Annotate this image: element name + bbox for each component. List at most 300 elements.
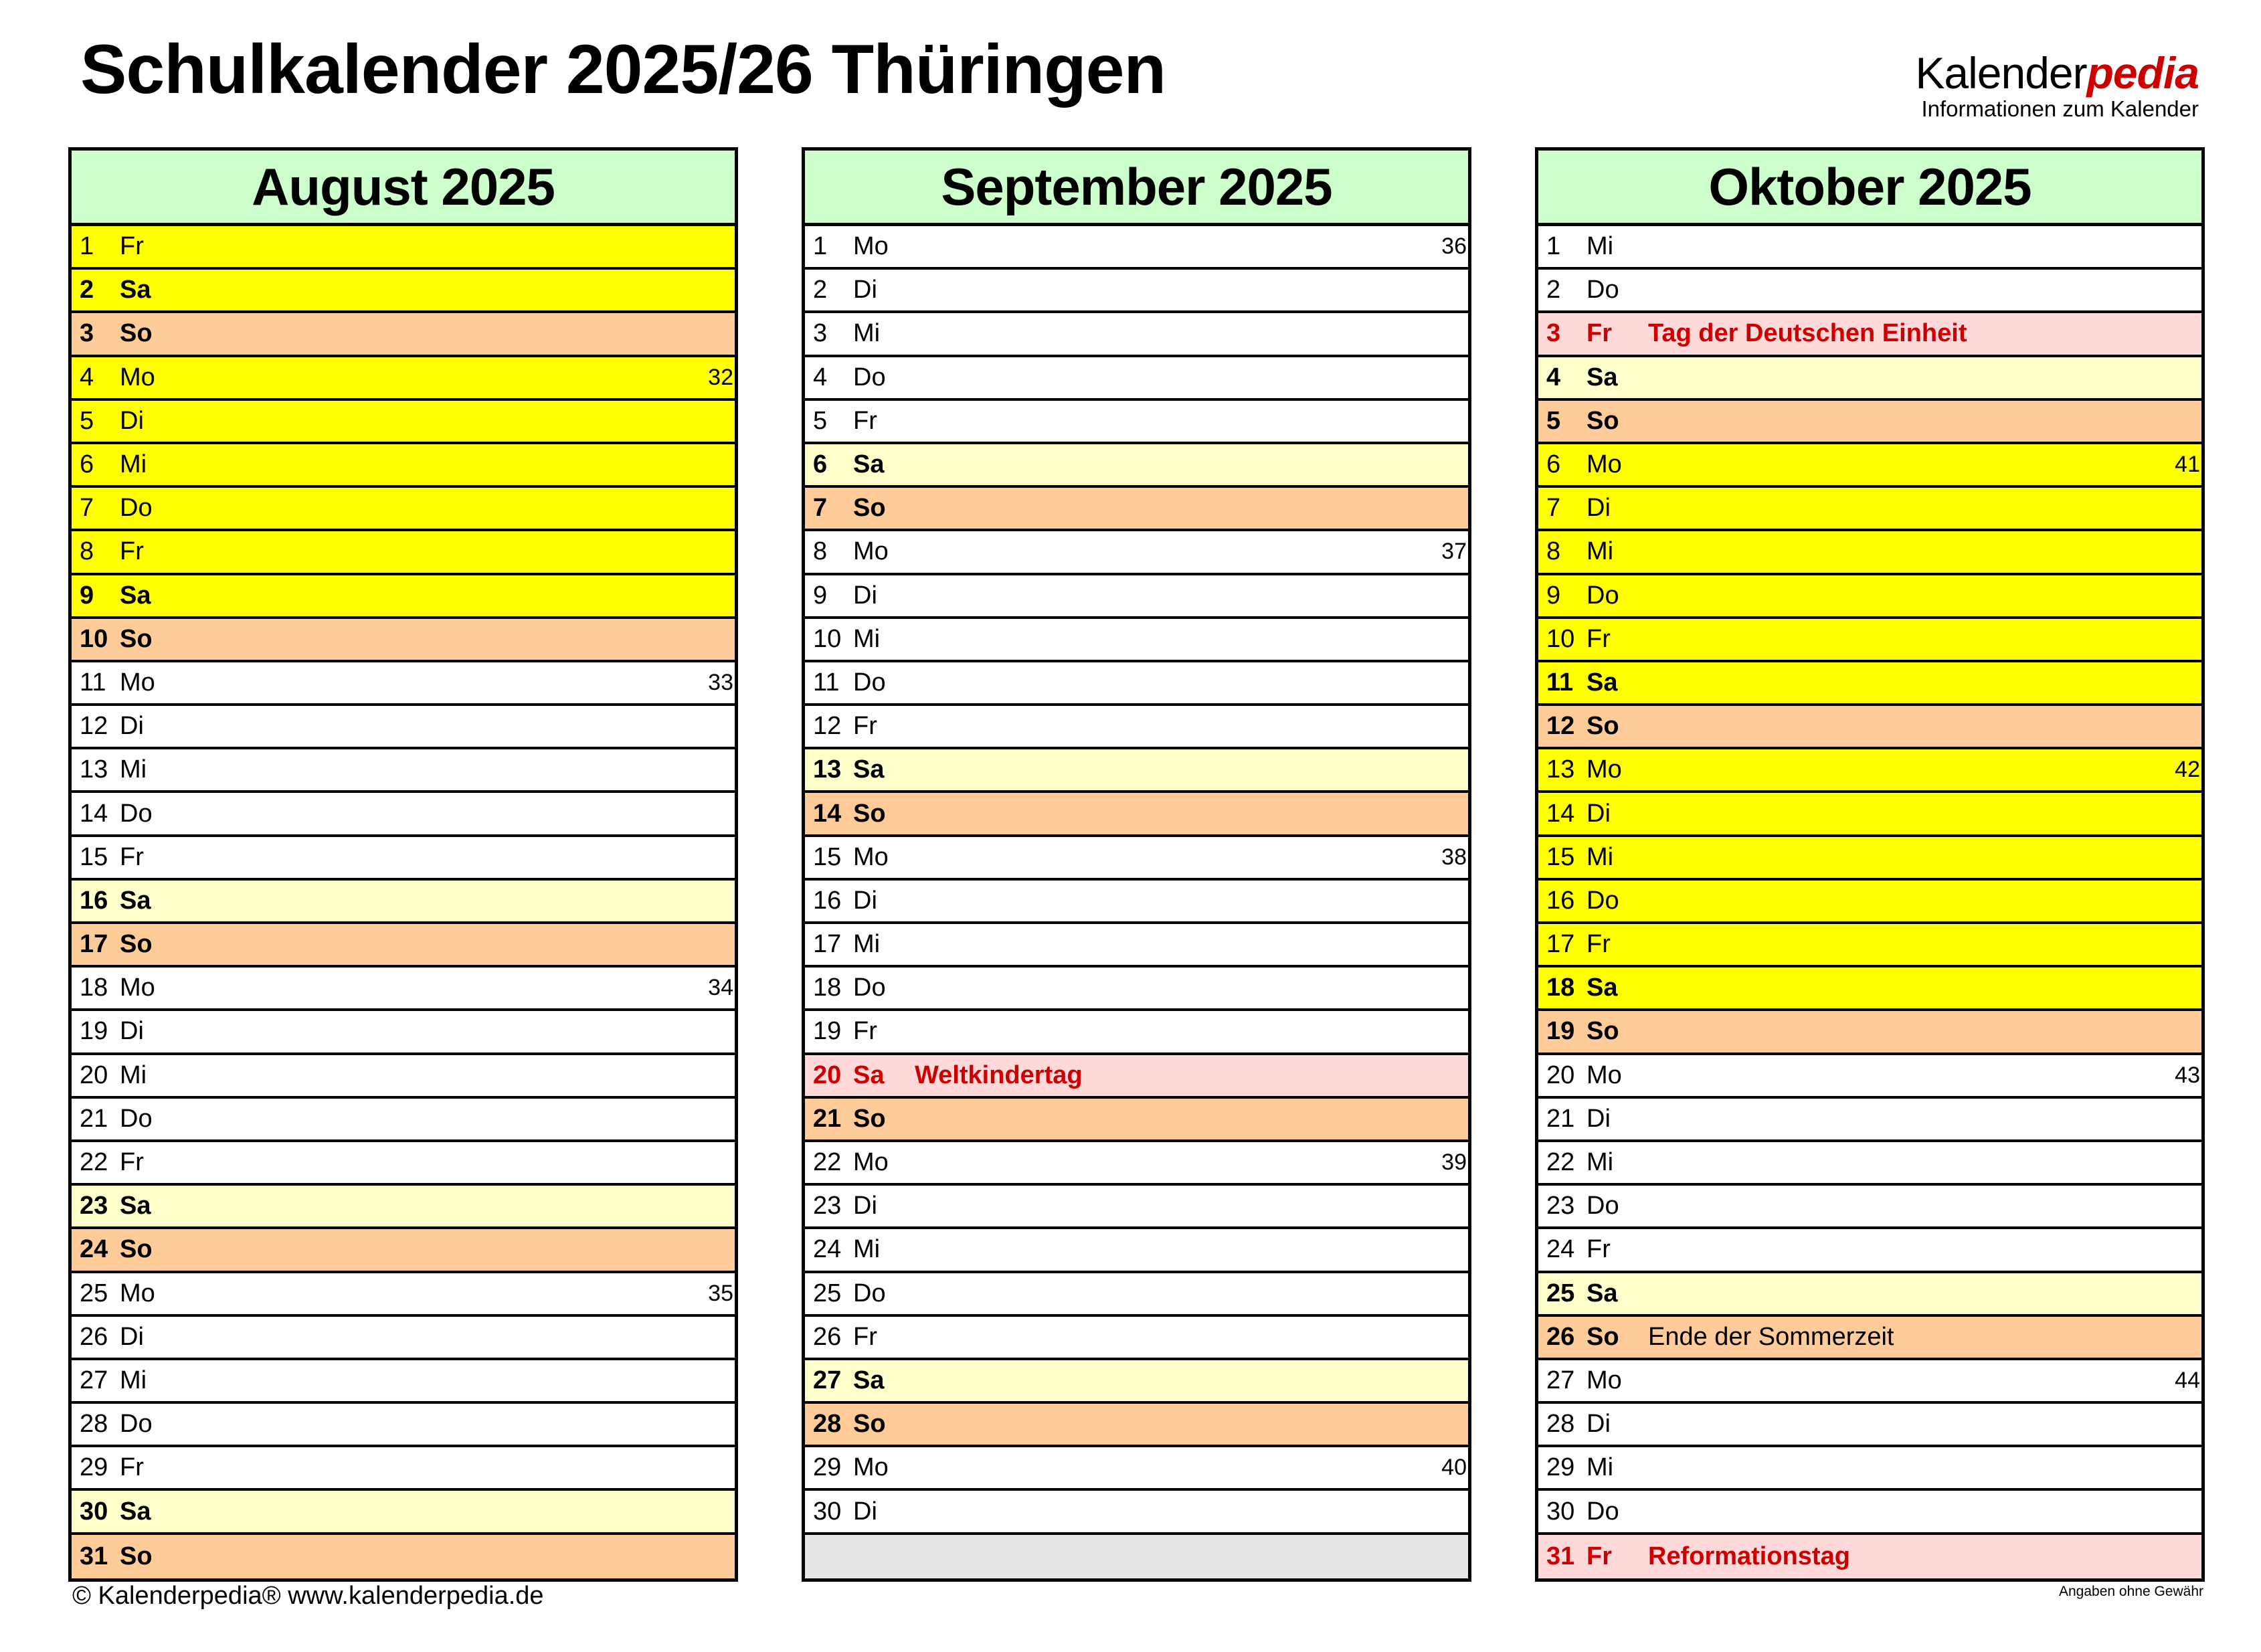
- day-row: [72, 1186, 735, 1229]
- month-title: Oktober 2025: [1538, 151, 2201, 226]
- copyright-footer: © Kalenderpedia® www.kalenderpedia.de: [72, 1582, 544, 1610]
- day-row: [72, 401, 735, 444]
- weekday: Do: [1587, 276, 1619, 304]
- day-row: [1538, 749, 2201, 793]
- weekday: So: [853, 799, 886, 828]
- weekday: Fr: [120, 1148, 144, 1177]
- day-number: 11: [1546, 668, 1574, 697]
- day-number: 30: [1546, 1497, 1575, 1526]
- day-row: [72, 1229, 735, 1273]
- day-row: [72, 531, 735, 575]
- day-number: 23: [80, 1192, 108, 1220]
- weekday: Sa: [120, 1497, 151, 1526]
- weekday: Sa: [1587, 974, 1618, 1002]
- week-number: 39: [1441, 1150, 1467, 1176]
- day-row: [72, 1360, 735, 1404]
- day-number: 31: [80, 1542, 108, 1570]
- day-number: 22: [80, 1148, 108, 1177]
- weekday: Do: [853, 1279, 886, 1307]
- weekday: Do: [120, 1410, 153, 1439]
- day-number: 7: [1546, 494, 1561, 523]
- day-row: [72, 1491, 735, 1534]
- day-number: 14: [80, 799, 108, 828]
- weekday: Fr: [1587, 319, 1612, 348]
- weekday: Sa: [853, 755, 885, 784]
- day-row: [72, 575, 735, 619]
- day-row: [72, 1099, 735, 1142]
- weekday: Fr: [1587, 930, 1611, 959]
- day-number: 26: [813, 1322, 842, 1351]
- weekday: Di: [120, 712, 144, 741]
- day-row: [805, 1317, 1468, 1360]
- day-number: 3: [1546, 319, 1561, 348]
- week-number: 35: [708, 1280, 733, 1306]
- day-row: [72, 1142, 735, 1186]
- day-number: 29: [1546, 1453, 1575, 1482]
- day-row: [72, 1011, 735, 1054]
- day-number: 12: [1546, 712, 1575, 741]
- day-number: 10: [813, 624, 842, 653]
- weekday: Sa: [120, 886, 151, 915]
- day-row: [1538, 1447, 2201, 1491]
- kalenderpedia-logo[interactable]: [1915, 48, 2199, 122]
- day-number: 19: [80, 1017, 108, 1046]
- day-row: [72, 1404, 735, 1447]
- weekday: So: [120, 1235, 153, 1264]
- weekday: Mi: [1587, 232, 1614, 261]
- day-row: [72, 881, 735, 924]
- day-number: 9: [80, 581, 94, 610]
- day-number: 22: [813, 1148, 842, 1177]
- day-number: 27: [1546, 1366, 1575, 1394]
- day-number: 27: [813, 1366, 842, 1394]
- weekday: Do: [120, 494, 153, 523]
- day-row: [1538, 1055, 2201, 1099]
- day-row: [805, 401, 1468, 444]
- weekday: Di: [853, 276, 877, 304]
- weekday: Di: [1587, 1410, 1611, 1439]
- weekday: Mo: [120, 363, 155, 391]
- day-number: 17: [813, 930, 842, 959]
- day-row: [805, 1491, 1468, 1534]
- day-row: [805, 837, 1468, 881]
- weekday: Mo: [853, 1148, 889, 1177]
- weekday: Do: [1587, 1192, 1619, 1220]
- week-number: 36: [1441, 234, 1467, 260]
- weekday: So: [120, 319, 153, 348]
- day-number: 20: [1546, 1061, 1575, 1089]
- weekday: Di: [853, 581, 877, 610]
- week-number: 42: [2175, 757, 2200, 783]
- day-row: [72, 1535, 735, 1578]
- day-row: [72, 749, 735, 793]
- day-number: 7: [813, 494, 828, 523]
- day-number: 9: [1546, 581, 1561, 610]
- day-number: 1: [1546, 232, 1561, 261]
- day-number: 11: [813, 668, 840, 697]
- weekday: Mo: [1587, 1366, 1622, 1394]
- day-row: [805, 706, 1468, 749]
- month-august: [68, 147, 738, 1582]
- weekday: Di: [853, 1192, 877, 1220]
- day-number: 13: [813, 755, 842, 784]
- weekday: So: [120, 930, 153, 959]
- weekday: Fr: [1587, 1235, 1611, 1264]
- day-row: [1538, 1317, 2201, 1360]
- weekday: Fr: [120, 537, 144, 566]
- day-number: 8: [1546, 537, 1561, 566]
- logo-accent-text: pedia: [2086, 48, 2199, 98]
- day-number: 24: [1546, 1235, 1575, 1264]
- weekday: Mi: [120, 755, 147, 784]
- day-row: [1538, 1011, 2201, 1054]
- day-row: [72, 662, 735, 706]
- day-number: 21: [813, 1104, 842, 1133]
- day-row: [72, 1055, 735, 1099]
- day-row: [72, 444, 735, 488]
- weekday: Do: [1587, 581, 1619, 610]
- day-row: [1538, 270, 2201, 313]
- weekday: Fr: [1587, 624, 1611, 653]
- logo-wordmark: [1915, 48, 2199, 98]
- day-number: 2: [80, 276, 94, 304]
- day-number: 18: [813, 974, 842, 1002]
- day-row: [1538, 1142, 2201, 1186]
- day-list: [72, 226, 735, 1578]
- day-number: 24: [813, 1235, 842, 1264]
- weekday: Fr: [853, 406, 877, 435]
- month-oktober: [1535, 147, 2205, 1582]
- day-row: [72, 226, 735, 270]
- day-row: [1538, 1099, 2201, 1142]
- day-row: [1538, 1186, 2201, 1229]
- day-row: [805, 793, 1468, 836]
- day-number: 17: [1546, 930, 1575, 959]
- day-number: 8: [813, 537, 828, 566]
- day-number: 17: [80, 930, 108, 959]
- day-row: [1538, 1360, 2201, 1404]
- day-row: [805, 488, 1468, 531]
- day-number: 21: [1546, 1104, 1575, 1133]
- weekday: So: [1587, 406, 1619, 435]
- day-row: [805, 1360, 1468, 1404]
- day-list: [805, 226, 1468, 1578]
- day-number: 4: [80, 363, 94, 391]
- weekday: Mi: [853, 930, 881, 959]
- day-number: 12: [80, 712, 108, 741]
- weekday: Mo: [853, 232, 889, 261]
- empty-day-row: [805, 1535, 1468, 1578]
- weekday: Mi: [1587, 537, 1614, 566]
- day-number: 31: [1546, 1542, 1575, 1570]
- weekday: Sa: [120, 581, 151, 610]
- weekday: Mi: [120, 450, 147, 479]
- day-row: [805, 1229, 1468, 1273]
- day-note: Tag der Deutschen Einheit: [1648, 319, 1967, 348]
- day-number: 16: [80, 886, 108, 915]
- day-row: [72, 270, 735, 313]
- day-number: 22: [1546, 1148, 1575, 1177]
- day-row: [1538, 881, 2201, 924]
- day-number: 15: [1546, 842, 1575, 871]
- day-row: [72, 793, 735, 836]
- logo-tagline: Informationen zum Kalender: [1921, 96, 2199, 121]
- day-row: [805, 1099, 1468, 1142]
- day-number: 16: [813, 886, 842, 915]
- day-number: 4: [1546, 363, 1561, 391]
- week-number: 38: [1441, 844, 1467, 870]
- week-number: 44: [2175, 1367, 2200, 1393]
- weekday: Mi: [853, 1235, 881, 1264]
- weekday: Mi: [1587, 1453, 1614, 1482]
- weekday: Mo: [853, 537, 889, 566]
- day-number: 28: [1546, 1410, 1575, 1439]
- day-number: 15: [80, 842, 108, 871]
- weekday: Sa: [853, 1061, 885, 1089]
- week-number: 33: [708, 669, 733, 695]
- logo-main-text: Kalender: [1915, 48, 2087, 98]
- day-row: [1538, 706, 2201, 749]
- day-row: [1538, 793, 2201, 836]
- weekday: Di: [120, 1322, 144, 1351]
- day-row: [805, 1142, 1468, 1186]
- day-row: [805, 968, 1468, 1011]
- day-number: 26: [80, 1322, 108, 1351]
- day-row: [805, 1273, 1468, 1317]
- day-row: [805, 662, 1468, 706]
- month-title: September 2025: [805, 151, 1468, 226]
- day-number: 6: [80, 450, 94, 479]
- week-number: 37: [1441, 539, 1467, 565]
- day-number: 19: [1546, 1017, 1575, 1046]
- weekday: Do: [120, 799, 153, 828]
- weekday: Fr: [853, 1017, 877, 1046]
- week-number: 32: [708, 364, 733, 390]
- weekday: Do: [853, 974, 886, 1002]
- day-row: [1538, 357, 2201, 401]
- day-number: 28: [80, 1410, 108, 1439]
- weekday: Di: [120, 1017, 144, 1046]
- day-row: [72, 968, 735, 1011]
- day-number: 13: [1546, 755, 1575, 784]
- day-number: 5: [813, 406, 828, 435]
- weekday: Mi: [120, 1366, 147, 1394]
- day-number: 25: [80, 1279, 108, 1307]
- day-row: [805, 226, 1468, 270]
- day-row: [805, 881, 1468, 924]
- day-row: [72, 1317, 735, 1360]
- day-note: Weltkindertag: [915, 1061, 1083, 1089]
- day-row: [1538, 226, 2201, 270]
- weekday: So: [120, 1542, 153, 1570]
- day-row: [1538, 1404, 2201, 1447]
- day-row: [1538, 575, 2201, 619]
- day-row: [805, 1055, 1468, 1099]
- day-row: [805, 1447, 1468, 1491]
- weekday: Mo: [1587, 1061, 1622, 1089]
- day-row: [72, 488, 735, 531]
- day-number: 23: [1546, 1192, 1575, 1220]
- day-row: [805, 924, 1468, 968]
- day-row: [72, 357, 735, 401]
- day-number: 3: [80, 319, 94, 348]
- day-note: Ende der Sommerzeit: [1648, 1322, 1894, 1351]
- day-row: [1538, 968, 2201, 1011]
- day-number: 24: [80, 1235, 108, 1264]
- day-row: [1538, 488, 2201, 531]
- day-number: 13: [80, 755, 108, 784]
- weekday: So: [853, 1410, 886, 1439]
- weekday: Sa: [1587, 668, 1618, 697]
- day-row: [805, 749, 1468, 793]
- day-number: 7: [80, 494, 94, 523]
- day-row: [72, 706, 735, 749]
- day-row: [805, 444, 1468, 488]
- day-number: 20: [813, 1061, 842, 1089]
- weekday: So: [1587, 1322, 1619, 1351]
- day-note: Reformationstag: [1648, 1542, 1850, 1570]
- day-row: [72, 1447, 735, 1491]
- day-number: 25: [1546, 1279, 1575, 1307]
- weekday: So: [853, 494, 886, 523]
- week-number: 41: [2175, 452, 2200, 478]
- day-number: 20: [80, 1061, 108, 1089]
- day-row: [1538, 1535, 2201, 1578]
- day-number: 12: [813, 712, 842, 741]
- weekday: Fr: [120, 232, 144, 261]
- day-row: [805, 531, 1468, 575]
- day-number: 6: [1546, 450, 1561, 479]
- weekday: Mo: [120, 668, 155, 697]
- day-number: 23: [813, 1192, 842, 1220]
- weekday: Mo: [120, 974, 155, 1002]
- weekday: Mo: [1587, 450, 1622, 479]
- day-number: 14: [813, 799, 842, 828]
- day-row: [1538, 619, 2201, 662]
- day-row: [805, 1404, 1468, 1447]
- weekday: Sa: [853, 450, 885, 479]
- day-row: [72, 837, 735, 881]
- day-row: [1538, 531, 2201, 575]
- weekday: Fr: [120, 1453, 144, 1482]
- day-row: [1538, 1273, 2201, 1317]
- weekday: Di: [1587, 799, 1611, 828]
- weekday: Mo: [1587, 755, 1622, 784]
- day-number: 29: [80, 1453, 108, 1482]
- weekday: Fr: [1587, 1542, 1612, 1570]
- weekday: Mo: [853, 1453, 889, 1482]
- weekday: So: [853, 1104, 886, 1133]
- day-number: 3: [813, 319, 828, 348]
- weekday: Di: [120, 406, 144, 435]
- day-list: [1538, 226, 2201, 1578]
- day-number: 2: [1546, 276, 1561, 304]
- weekday: Mo: [120, 1279, 155, 1307]
- day-number: 10: [1546, 624, 1575, 653]
- day-number: 1: [80, 232, 94, 261]
- weekday: Mo: [853, 842, 889, 871]
- day-row: [805, 1186, 1468, 1229]
- day-row: [1538, 837, 2201, 881]
- day-row: [1538, 313, 2201, 357]
- day-number: 2: [813, 276, 828, 304]
- day-row: [1538, 444, 2201, 488]
- day-row: [805, 270, 1468, 313]
- day-number: 25: [813, 1279, 842, 1307]
- day-number: 5: [1546, 406, 1561, 435]
- weekday: So: [1587, 1017, 1619, 1046]
- page-title: Schulkalender 2025/26 Thüringen: [80, 31, 1166, 108]
- day-number: 18: [1546, 974, 1575, 1002]
- day-number: 18: [80, 974, 108, 1002]
- day-row: [72, 924, 735, 968]
- day-row: [805, 1011, 1468, 1054]
- weekday: Do: [1587, 886, 1619, 915]
- weekday: Fr: [120, 842, 144, 871]
- day-row: [1538, 1229, 2201, 1273]
- day-row: [1538, 662, 2201, 706]
- day-row: [805, 313, 1468, 357]
- day-number: 14: [1546, 799, 1575, 828]
- weekday: So: [120, 624, 153, 653]
- weekday: Di: [853, 1497, 877, 1526]
- day-number: 21: [80, 1104, 108, 1133]
- day-number: 16: [1546, 886, 1575, 915]
- day-number: 6: [813, 450, 828, 479]
- day-number: 1: [813, 232, 828, 261]
- day-number: 11: [80, 668, 106, 697]
- weekday: Fr: [853, 1322, 877, 1351]
- weekday: Do: [1587, 1497, 1619, 1526]
- day-number: 10: [80, 624, 108, 653]
- weekday: Sa: [1587, 1279, 1618, 1307]
- weekday: Sa: [120, 276, 151, 304]
- weekday: Sa: [1587, 363, 1618, 391]
- weekday: Mi: [1587, 1148, 1614, 1177]
- day-row: [805, 357, 1468, 401]
- weekday: Fr: [853, 712, 877, 741]
- weekday: Mi: [853, 624, 881, 653]
- disclaimer-footer: Angaben ohne Gewähr: [2059, 1584, 2203, 1599]
- day-row: [805, 619, 1468, 662]
- weekday: Sa: [853, 1366, 885, 1394]
- day-row: [805, 575, 1468, 619]
- month-september: [802, 147, 1471, 1582]
- weekday: Do: [120, 1104, 153, 1133]
- day-number: 27: [80, 1366, 108, 1394]
- month-title: August 2025: [72, 151, 735, 226]
- day-row: [72, 619, 735, 662]
- day-number: 30: [80, 1497, 108, 1526]
- day-number: 4: [813, 363, 828, 391]
- day-number: 28: [813, 1410, 842, 1439]
- weekday: Di: [1587, 494, 1611, 523]
- day-number: 5: [80, 406, 94, 435]
- weekday: Do: [853, 363, 886, 391]
- weekday: Mi: [853, 319, 881, 348]
- day-row: [72, 1273, 735, 1317]
- day-row: [1538, 1491, 2201, 1534]
- week-number: 43: [2175, 1062, 2200, 1088]
- day-number: 26: [1546, 1322, 1575, 1351]
- day-row: [1538, 924, 2201, 968]
- weekday: Do: [853, 668, 886, 697]
- weekday: Sa: [120, 1192, 151, 1220]
- day-number: 8: [80, 537, 94, 566]
- day-number: 30: [813, 1497, 842, 1526]
- day-number: 15: [813, 842, 842, 871]
- day-number: 29: [813, 1453, 842, 1482]
